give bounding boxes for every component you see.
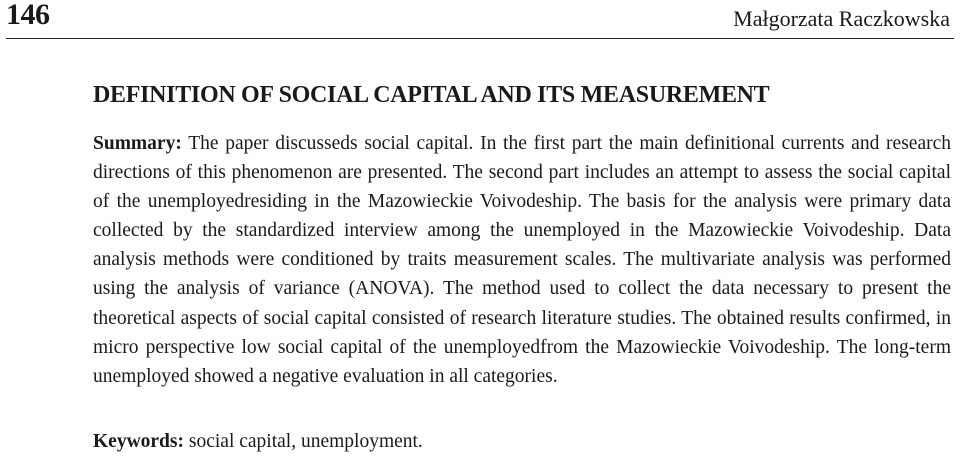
keywords-label: Keywords: [93,431,184,452]
article-title: DEFINITION OF SOCIAL CAPITAL AND ITS MEASUREMENT [93,82,770,109]
summary-text: The paper discusseds social capital. In the first part the main definitional currents and research directions of this phenomenon are presented. The second part includes an attempt to assess the social capital of the unemployedresiding in the Mazowieckie Voivodeship. The basis for the analysis were primary data collected by the standardized interview among the unemployed in the Mazowieckie Voivodeship. Data analysis methods were conditioned by traits measurement scales. The multivariate analysis was performed using the analysis of variance (ANOVA). The method used to collect the data necessary to present the theoretical aspects of social capital consisted of research literature studies. The obtained results confirmed, in micro perspective low social capital of the unemployedfrom the Mazowieckie Voivodeship. The long-term unemployed showed a negative evaluation in all categories. [93,133,951,387]
running-head-author: Małgorzata Raczkowska [733,6,950,31]
running-head [6,0,954,39]
summary-label: Summary: [93,133,182,154]
page-number: 146 [6,0,50,31]
keywords-text: social capital, unemployment. [188,431,423,452]
keywords-paragraph [93,427,423,456]
summary-paragraph [93,129,951,391]
